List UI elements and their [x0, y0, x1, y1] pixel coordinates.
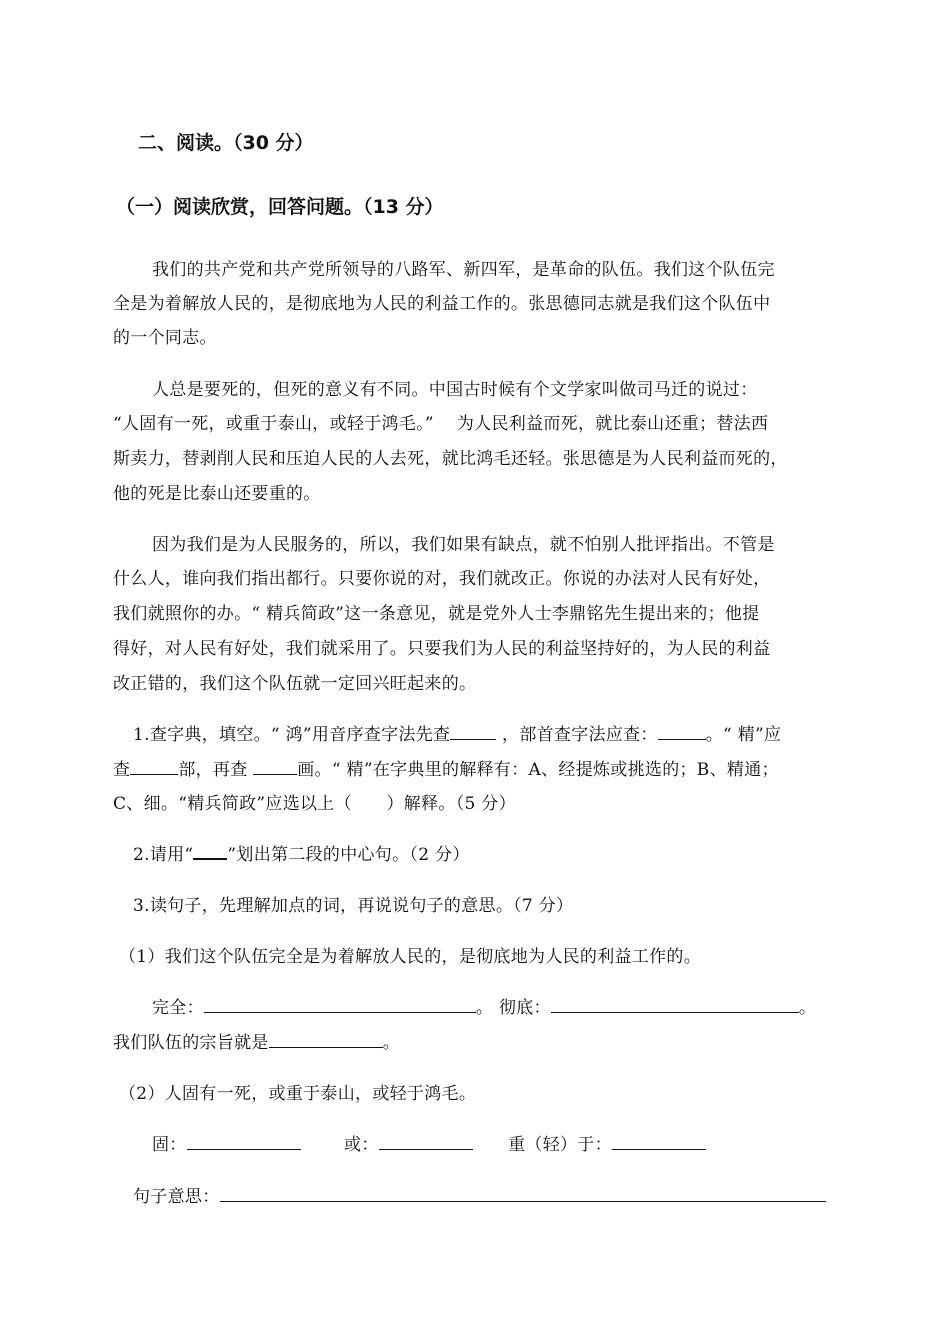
- q1-blank-jing-bu[interactable]: [130, 756, 178, 775]
- q3-zongzhi-blank[interactable]: [269, 1029, 383, 1048]
- q3-meaning-blank[interactable]: [220, 1183, 826, 1202]
- passage-p3-line5: 改正错的，我们这个队伍就一定回兴旺起来的。: [113, 674, 477, 694]
- subsection-title: （一）阅读欣赏，回答问题。（13 分）: [116, 196, 444, 218]
- q1-text-f: 画。“ 精”在字典里的解释有：A、经提炼或挑选的；B、精通；: [297, 760, 779, 780]
- q2-text-b: ”划出第二段的中心句。（2 分）: [227, 845, 470, 865]
- q3-zongzhi: [113, 1028, 400, 1053]
- q3-zhong-label: 重（轻）于：: [508, 1135, 612, 1155]
- q3-chedi-blank[interactable]: [551, 994, 799, 1013]
- passage-p2-line4: 他的死是比泰山还要重的。: [113, 484, 321, 504]
- q1-text-e: 部，再查: [178, 760, 248, 780]
- q3-zongzhi-end: 。: [382, 1033, 401, 1053]
- question-3-sentence-1: （1）我们这个队伍完全是为着解放人民的，是彻底地为人民的利益工作的。: [119, 947, 702, 967]
- q2-underline-sample: [193, 840, 227, 860]
- q1-text-d: 查: [113, 760, 131, 780]
- q3-gu-label: 固：: [152, 1135, 187, 1155]
- q1-text-b: ，部首查字法应查：: [502, 725, 658, 745]
- passage-p3-line3: 我们就照你的办。“ 精兵简政”这一条意见，就是党外人士李鼎铭先生提出来的；他提: [113, 604, 760, 624]
- q3-huo-label: 或：: [344, 1135, 379, 1155]
- question-3: 3.读句子，先理解加点的词，再说说句子的意思。（7 分）: [133, 896, 574, 916]
- q3-wanquan-label: 完全：: [152, 998, 204, 1018]
- passage-p2-line1: 人总是要死的，但死的意义有不同。中国古时候有个文学家叫做司马迁的说过：: [152, 380, 758, 400]
- passage-p2-line2: “人固有一死，或重于泰山，或轻于鸿毛。” 为人民利益而死，就比泰山还重；替法西: [113, 414, 769, 434]
- question-1-line1: [133, 720, 781, 745]
- passage-p1-line2: 全是为着解放人民的，是彻底地为人民的利益工作的。张思德同志就是我们这个队伍中: [113, 294, 771, 314]
- passage-p3-line4: 得好，对人民有好处，我们就采用了。只要我们为人民的利益坚持好的，为人民的利益: [113, 639, 771, 659]
- q3-zhong-blank[interactable]: [612, 1131, 706, 1150]
- question-2: [133, 840, 470, 865]
- q3-huo-blank[interactable]: [379, 1131, 473, 1150]
- q3-meaning-label: 句子意思：: [133, 1187, 220, 1207]
- q1-text-a: 1.查字典，填空。“ 鸿”用音序查字法先查: [133, 725, 451, 745]
- passage-p3-line1: 因为我们是为人民服务的，所以，我们如果有缺点，就不怕别人批评指出。不管是: [152, 535, 775, 555]
- passage-p3-line2: 什么人，谁向我们指出都行。只要你说的对，我们就改正。你说的办法对人民有好处，: [113, 569, 771, 589]
- q3-chedi-label: 。 彻底：: [475, 998, 551, 1018]
- section-title: 二、阅读。（30 分）: [138, 132, 314, 154]
- question-3-sentence-2: （2）人固有一死，或重于泰山，或轻于鸿毛。: [119, 1084, 477, 1104]
- passage-p1-line3: 的一个同志。: [113, 328, 217, 348]
- q1-blank-hua[interactable]: [253, 756, 297, 775]
- q2-text-a: 2.请用“: [133, 845, 194, 865]
- q1-text-c: 。“ 精”应: [705, 725, 782, 745]
- q3-s1-answers: [152, 993, 816, 1018]
- q1-blank-bushou[interactable]: [658, 721, 706, 740]
- passage-p1-line1: 我们的共产党和共产党所领导的八路军、新四军，是革命的队伍。我们这个队伍完: [152, 260, 775, 280]
- q3-s1-end: 。: [798, 998, 817, 1018]
- q3-gu-blank[interactable]: [187, 1131, 301, 1150]
- q3-meaning: [133, 1182, 826, 1207]
- question-1-line3: C、细。“精兵简政”应选以上（ ）解释。（5 分）: [113, 794, 516, 814]
- passage-p2-line3: 斯卖力，替剥削人民和压迫人民的人去死，就比鸿毛还轻。张思德是为人民利益而死的，: [113, 449, 788, 469]
- q3-zongzhi-label: 我们队伍的宗旨就是: [113, 1033, 269, 1053]
- q3-wanquan-blank[interactable]: [204, 994, 476, 1013]
- question-1-line2: [113, 755, 779, 780]
- q3-s2-answers: [152, 1130, 706, 1155]
- q1-blank-yinxu[interactable]: [450, 721, 496, 740]
